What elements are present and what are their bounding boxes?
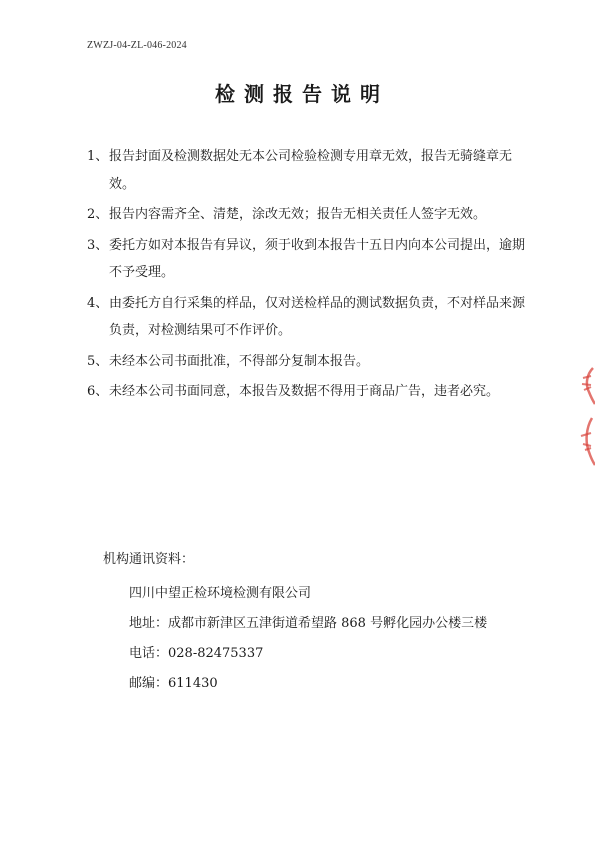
contact-heading: 机构通讯资料： (103, 552, 195, 567)
list-item (87, 143, 527, 198)
phone: 电话：028-82475337 (129, 646, 264, 661)
page-title: 检测报告说明 (215, 82, 389, 106)
address: 地址：成都市新津区五津街道希望路 868 号孵化园办公楼三楼 (129, 616, 488, 631)
clause-text: 未经本公司书面批准，不得部分复制本报告。 (109, 353, 370, 369)
clause-text: 报告内容需齐全、清楚，涂改无效；报告无相关责任人签字无效。 (109, 207, 487, 222)
list-item (87, 378, 527, 406)
clause-text: 报告封面及检测数据处无本公司检验检测专用章无效，报告无骑缝章无效。 (109, 149, 513, 192)
list-item (87, 290, 527, 345)
clause-text: 由委托方自行采集的样品，仅对送检样品的测试数据负责，不对样品来源负责，对检测结果可不作评价。 (109, 295, 526, 338)
company-name: 四川中望正检环境检测有限公司 (129, 586, 312, 601)
clause-text: 未经本公司书面同意，本报告及数据不得用于商品广告，违者必究。 (109, 384, 500, 399)
seal-fragment-icon (577, 366, 595, 406)
list-item (87, 348, 527, 376)
contact-info (103, 548, 523, 699)
clause-number: 6、 (87, 384, 109, 399)
clause-number: 1、 (87, 149, 109, 164)
clause-number: 2、 (87, 207, 109, 222)
clause-list (87, 143, 527, 409)
clause-text: 委托方如对本报告有异议，须于收到本报告十五日内向本公司提出，逾期不予受理。 (109, 237, 526, 280)
clause-number: 5、 (87, 353, 109, 369)
seal-fragment-icon (577, 416, 595, 466)
list-item (87, 232, 527, 287)
list-item (87, 201, 527, 229)
postcode: 邮编：611430 (129, 676, 218, 691)
document-code: ZWZJ-04-ZL-046-2024 (87, 40, 187, 51)
clause-number: 4、 (87, 295, 109, 311)
clause-number: 3、 (87, 237, 109, 253)
